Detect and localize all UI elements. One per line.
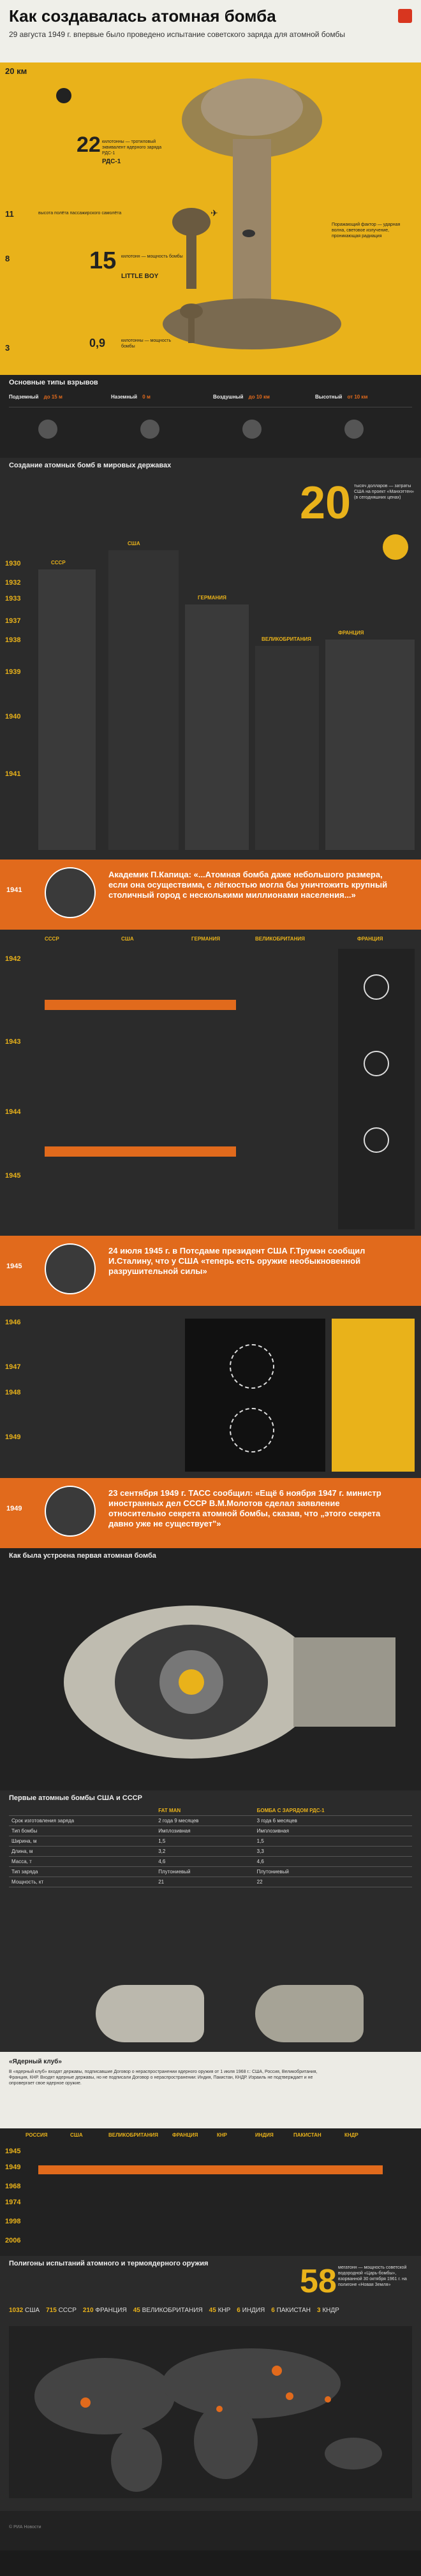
club-year-2006: 2006 <box>5 2237 21 2244</box>
timeline3-section <box>0 1306 421 1478</box>
col-france: ФРАНЦИЯ <box>338 630 364 636</box>
scheme-core-icon <box>364 1127 389 1153</box>
club-timeline-section <box>0 2128 421 2256</box>
year-1941: 1941 <box>5 770 21 778</box>
table-row: Тип заряда Плутониевый Плутониевый <box>9 1867 412 1877</box>
page-subtitle: 29 августа 1949 г. впервые было проведено испытание советского заряда для атомной бомбы <box>9 30 345 39</box>
nuclear-club-title: «Ядерный клуб» <box>9 2058 62 2065</box>
arrow-bar-2 <box>45 1146 236 1157</box>
table-header-row <box>9 1806 412 1816</box>
t2-year-1943: 1943 <box>5 1038 21 1046</box>
little-name: LITTLE BOY <box>121 273 159 280</box>
nuclear-club-section <box>0 2052 421 2128</box>
table-row: Мощность, кт 21 22 <box>9 1877 412 1887</box>
blast-high-icon <box>344 420 364 439</box>
small-value: 0,9 <box>89 337 106 349</box>
t2-year-1942: 1942 <box>5 955 21 963</box>
footer <box>0 2511 421 2550</box>
small-text: килотонны — мощность бомбы <box>121 339 172 349</box>
count-korea: 3 КНДР <box>317 2307 339 2314</box>
col-usa: США <box>128 541 140 546</box>
mushroom-section <box>0 62 421 375</box>
t2-col-uk: ВЕЛИКОБРИТАНИЯ <box>255 936 305 942</box>
club-china: КНР <box>217 2132 227 2138</box>
count-usa: 1032 США <box>9 2307 40 2314</box>
table-row: Срок изготовления заряда 2 года 9 месяцев 3 года 6 месяцев <box>9 1816 412 1826</box>
count-india: 6 ИНДИЯ <box>237 2307 265 2314</box>
world-map <box>9 2326 412 2498</box>
quote2-text: 24 июля 1945 г. в Потсдаме президент США Г.Трумэн сообщил И.Сталину, что у США «теперь есть оружие необыкновенной разрушительной силы» <box>108 1246 366 1276</box>
first-bombs-table <box>9 1806 412 1887</box>
kapitsa-photo <box>45 867 96 918</box>
tests-big-text: мегатонн — мощность советской водородной «Царь-бомбы», взорванной 30 октября 1961 г. на полигоне «Новая Земля» <box>338 2265 407 2287</box>
header <box>0 0 421 62</box>
quote1-section <box>0 860 421 930</box>
quote3-text: 23 сентября 1949 г. ТАСС сообщил: «Ещё 6 ноября 1947 г. министр иностранных дел СССР В.М.Молотов сделал заявление относительно секрета атомной бомбы, сказав, что „этого секрета давно уже не существует"» <box>108 1488 381 1528</box>
club-year-1974: 1974 <box>5 2199 21 2206</box>
year-1939: 1939 <box>5 668 21 676</box>
france-column-bg <box>325 640 415 850</box>
quote1 <box>0 860 421 930</box>
damage-note: Поражающий фактор — ударная волна, световое излучение, проникающая радиация <box>332 223 401 238</box>
mushroom-cloud-illustration <box>0 62 421 375</box>
little-value: 15 <box>89 247 117 274</box>
blast-types-section <box>0 375 421 458</box>
club-france: ФРАНЦИЯ <box>172 2132 198 2138</box>
height-11: 11 <box>5 209 14 219</box>
blast-ground-icon <box>140 420 159 439</box>
bomb-images-section <box>0 1982 421 2052</box>
rds-value: 22 <box>77 133 101 157</box>
table-row: Масса, т 4,6 4,6 <box>9 1857 412 1867</box>
year-1933: 1933 <box>5 595 21 603</box>
bomb-icon <box>56 88 71 103</box>
quote3 <box>0 1478 421 1548</box>
club-year-1945: 1945 <box>5 2148 21 2155</box>
core-diagram-top-icon <box>230 1344 274 1389</box>
height-8: 8 <box>5 254 10 263</box>
quote2-year: 1945 <box>6 1262 22 1270</box>
little-text: килотонн — мощность бомбы <box>121 254 183 259</box>
creation-section <box>0 458 421 860</box>
rds-text: килотонны — тротиловый эквивалент ядерного заряда РДС-1 <box>102 140 162 156</box>
col-ussr: СССР <box>51 560 66 566</box>
blast-item-air: Воздушный до 10 км <box>213 394 270 400</box>
plane-note: высота полёта пассажирского самолёта <box>38 211 122 216</box>
footer-source: © РИА Новости <box>9 2525 41 2529</box>
club-year-1998: 1998 <box>5 2218 21 2225</box>
club-uk: ВЕЛИКОБРИТАНИЯ <box>108 2132 158 2138</box>
test-counts <box>9 2307 412 2314</box>
stalin-photo <box>45 1243 96 1294</box>
blast-underground-icon <box>38 420 57 439</box>
tests-title: Полигоны испытаний атомного и термоядерного оружия <box>9 2260 209 2267</box>
scheme-gun-icon <box>364 974 389 1000</box>
t3-year-1947: 1947 <box>5 1363 21 1371</box>
count-pakistan: 6 ПАКИСТАН <box>271 2307 311 2314</box>
nuclear-symbol-icon <box>383 534 408 560</box>
t2-year-1944: 1944 <box>5 1108 21 1116</box>
blast-types-title: Основные типы взрывов <box>9 379 98 386</box>
scheme-implosion-icon <box>364 1051 389 1076</box>
creation-big-text: тысяч долларов — затраты США на проект «Манхэттен» (в сегодняшних ценах) <box>354 484 415 500</box>
quote1-year: 1941 <box>6 886 22 894</box>
core-diagram-bottom-icon <box>230 1408 274 1453</box>
brand-logo-icon <box>398 9 412 23</box>
creation-title: Создание атомных бомб в мировых державах <box>9 462 172 469</box>
year-1938: 1938 <box>5 636 21 644</box>
fatman-image <box>96 1985 204 2042</box>
t3-year-1949: 1949 <box>5 1433 21 1441</box>
height-20: 20 км <box>5 66 27 76</box>
count-ussr: 715 СССР <box>46 2307 77 2314</box>
count-china: 45 КНР <box>209 2307 231 2314</box>
club-year-1968: 1968 <box>5 2183 21 2190</box>
blast-item-high: Высотный от 10 км <box>315 394 368 400</box>
yield-panel <box>332 1319 415 1472</box>
col-germany: ГЕРМАНИЯ <box>198 595 226 601</box>
year-1937: 1937 <box>5 617 21 625</box>
t2-col-france: ФРАНЦИЯ <box>357 936 383 942</box>
count-france: 210 ФРАНЦИЯ <box>82 2307 127 2314</box>
year-1940: 1940 <box>5 713 21 721</box>
col-uk: ВЕЛИКОБРИТАНИЯ <box>262 636 311 642</box>
quote2-section <box>0 1236 421 1306</box>
table-row: Тип бомбы Имплозивная Имплозивная <box>9 1826 412 1836</box>
uk-column-bg <box>255 646 319 850</box>
club-pakistan: ПАКИСТАН <box>293 2132 321 2138</box>
year-1932: 1932 <box>5 579 21 587</box>
club-usa: США <box>70 2132 83 2138</box>
t2-col-germany: ГЕРМАНИЯ <box>191 936 220 942</box>
club-russia: РОССИЯ <box>26 2132 48 2138</box>
height-3: 3 <box>5 343 10 353</box>
blast-item-ground: Наземный 0 м <box>111 394 151 400</box>
timeline2-section <box>0 930 421 1236</box>
t2-col-usa: США <box>121 936 134 942</box>
bomb-device-title: Как была устроена первая атомная бомба <box>9 1552 156 1560</box>
tests-big-number: 58 <box>300 2263 337 2300</box>
col-rds1: БОМБА С ЗАРЯДОМ РДС-1 <box>255 1806 412 1816</box>
t2-year-1945: 1945 <box>5 1172 21 1180</box>
rds-name: РДС-1 <box>102 158 121 165</box>
club-india: ИНДИЯ <box>255 2132 274 2138</box>
rds1-image <box>255 1985 364 2042</box>
molotov-photo <box>45 1486 96 1537</box>
blast-item-underground: Подземный до 15 м <box>9 394 63 400</box>
club-bar-1949 <box>38 2165 383 2174</box>
usa-column-bg <box>108 550 179 850</box>
table-row: Длина, м 3,2 3,3 <box>9 1847 412 1857</box>
t3-year-1946: 1946 <box>5 1319 21 1326</box>
airplane-icon: ✈ <box>211 208 218 218</box>
count-uk: 45 ВЕЛИКОБРИТАНИЯ <box>133 2307 203 2314</box>
table-row: Ширина, м 1,5 1,5 <box>9 1836 412 1847</box>
year-1930: 1930 <box>5 560 21 567</box>
bomb-cutaway-illustration <box>0 1567 421 1784</box>
arrow-bar-1 <box>45 1000 236 1010</box>
tests-section <box>0 2256 421 2511</box>
creation-big-number: 20 <box>300 478 351 529</box>
quote3-year: 1949 <box>6 1505 22 1512</box>
page-title: Как создавалась атомная бомба <box>9 6 276 26</box>
quote2 <box>0 1236 421 1306</box>
ussr-column-bg <box>38 569 96 850</box>
quote1-text: Академик П.Капица: «...Атомная бомба даже небольшого размера, если она осуществима, с лёгкостью могла бы уничтожить крупный столичный город с несколькими миллионами населения...» <box>108 870 388 900</box>
first-bombs-title: Первые атомные бомбы США и СССР <box>9 1794 142 1802</box>
nuclear-club-text: В «ядерный клуб» входят державы, подписавшие Договор о нераспространении ядерного оружия от 1 июля 1968 г.: США, Россия, Великобритания, Франция, КНР. Входят ядерные державы, но не подписали Договор о нераспространении: Индия, Пакистан, КНДР. Израиль не подтверждает и не опровергает свое ядерное оружие. <box>9 2070 318 2086</box>
first-bombs-section <box>0 1790 421 1982</box>
t3-year-1948: 1948 <box>5 1389 21 1396</box>
t2-col-ussr: СССР <box>45 936 59 942</box>
club-korea: КНДР <box>344 2132 358 2138</box>
quote3-section <box>0 1478 421 1548</box>
germany-column-bg <box>185 604 249 850</box>
club-year-1949: 1949 <box>5 2163 21 2171</box>
col-fatman: FAT MAN <box>156 1806 254 1816</box>
blast-air-icon <box>242 420 262 439</box>
bomb-device-section <box>0 1548 421 1790</box>
